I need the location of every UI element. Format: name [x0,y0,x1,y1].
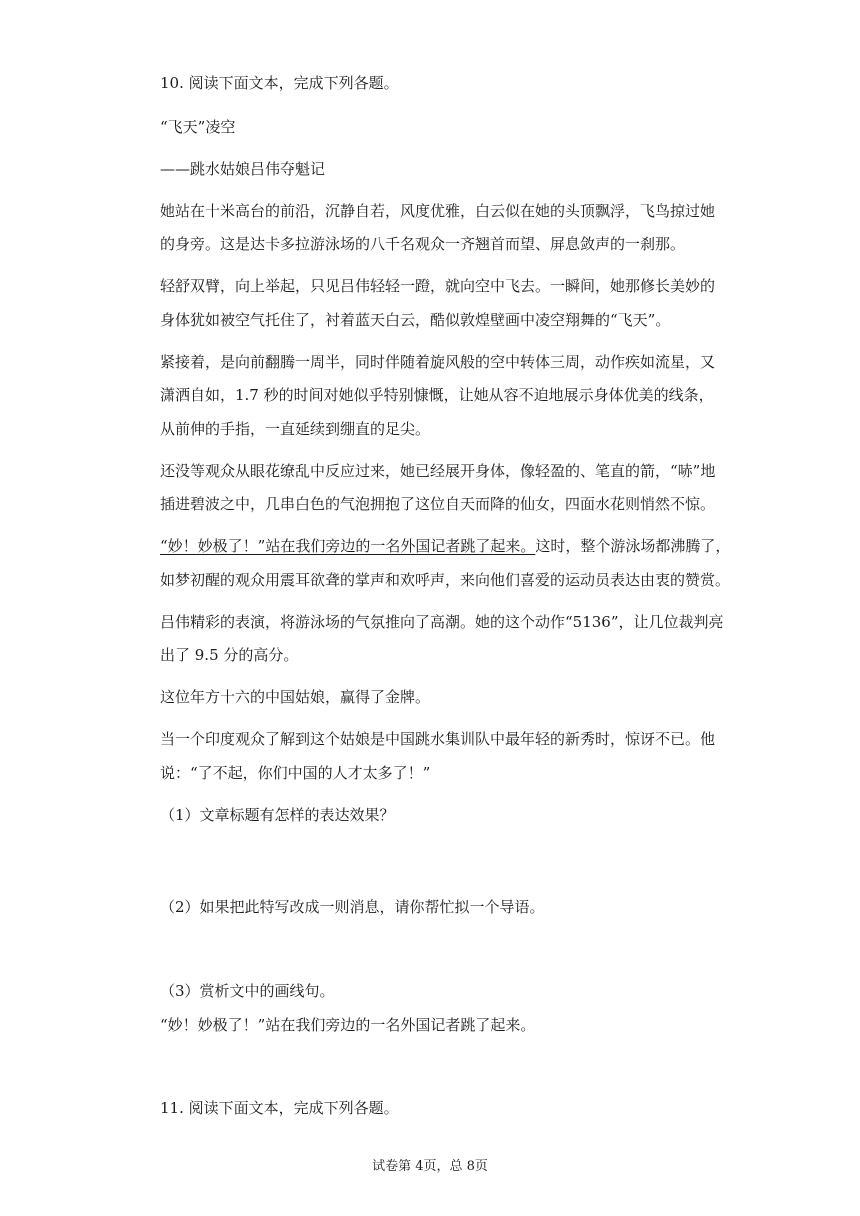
sub-question-2: （2）如果把此特写改成一则消息，请你帮忙拟一个导语。 [160,898,545,916]
page-footer: 试卷第 4页，总 8页 [372,1159,488,1174]
question-11-heading: 11. 阅读下面文本，完成下列各题。 [160,1099,399,1117]
sub-question-3: （3）赏析文中的画线句。 [160,982,335,1000]
article-subtitle: ——跳水姑娘吕伟夺魁记 [160,160,326,178]
paragraph-7: 这位年方十六的中国姑娘，赢得了金牌。 [160,688,431,706]
sub-question-1: （1）文章标题有怎样的表达效果？ [160,806,395,824]
sub-question-3-quote: “妙！妙极了！”站在我们旁边的一名外国记者跳了起来。 [160,1016,536,1034]
underlined-sentence: “妙！妙极了！”站在我们旁边的一名外国记者跳了起来。 [160,537,536,555]
question-10-heading: 10. 阅读下面文本，完成下列各题。 [160,74,399,92]
article-title: “飞天”凌空 [160,118,236,136]
